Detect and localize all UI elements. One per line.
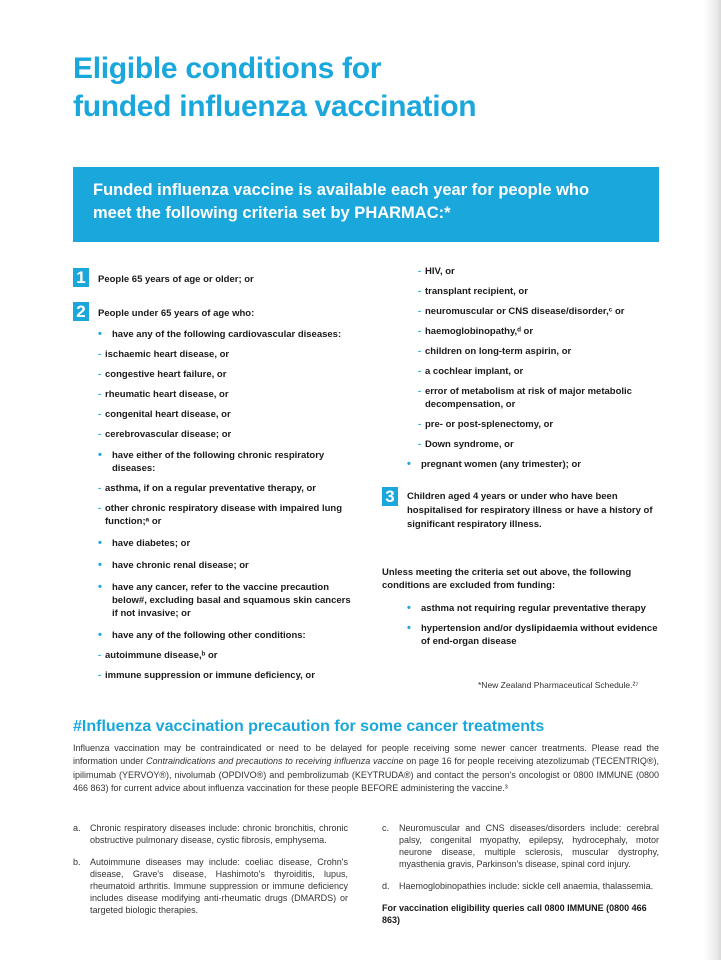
footnote-c	[382, 822, 659, 870]
criterion-number-2: 2	[73, 302, 89, 321]
footnote-text: Autoimmune diseases may include: coeliac disease, Crohn's disease, Grave's disease, Hashimoto's thyroiditis, lupus, rheumatoid arthritis. Immune suppression or immune deficiency includes disease modifying anti-rheumatic drugs (DMARDS) or targeted biologic therapies.	[90, 857, 348, 915]
precaution-text-italic: Contraindications and precautions to receiving influenza vaccine	[145, 756, 404, 767]
list-item-other-conditions	[98, 629, 358, 682]
sublist-item: - haemoglobinopathy,ᵈ or	[418, 325, 662, 338]
other-conditions-sublist-left	[98, 649, 358, 682]
sublist-item: - congestive heart failure, or	[98, 368, 358, 381]
sublist-item: - immune suppression or immune deficiency, or	[98, 669, 358, 682]
sublist-item: - Down syndrome, or	[418, 438, 662, 451]
cardio-intro: have any of the following cardiovascular diseases:	[112, 329, 342, 340]
criteria-right-column	[382, 265, 662, 648]
title-line-2: funded influenza vaccination	[73, 90, 477, 123]
footnote-letter: d.	[382, 881, 390, 891]
precaution-paragraph	[73, 742, 659, 796]
footnote-b	[73, 856, 348, 916]
sublist-item: - congenital heart disease, or	[98, 408, 358, 421]
criterion-1	[73, 268, 358, 287]
footnotes-left	[73, 822, 348, 926]
list-item-cardio	[98, 328, 358, 441]
banner-line-2: meet the following criteria set by PHARMAC:*	[93, 204, 451, 222]
sublist-item: - children on long-term aspirin, or	[418, 345, 662, 358]
criterion-1-text: People 65 years of age or older; or	[98, 274, 254, 285]
respiratory-sublist	[98, 482, 358, 528]
list-item-diabetes: • have diabetes; or	[98, 537, 358, 550]
criteria-banner	[73, 167, 659, 242]
criterion-number-1: 1	[73, 268, 89, 287]
sublist-item: - neuromuscular or CNS disease/disorder,ᶜ or	[418, 305, 662, 318]
excluded-item: • hypertension and/or dyslipidaemia without evidence of end-organ disease	[407, 622, 662, 648]
footnote-letter: c.	[382, 823, 390, 833]
criterion-3	[382, 487, 662, 532]
excluded-item: • asthma not requiring regular preventative therapy	[407, 602, 662, 615]
excluded-intro: Unless meeting the criteria set out above, the following conditions are excluded from funding:	[382, 567, 632, 591]
title-line-1: Eligible conditions for	[73, 52, 382, 85]
precaution-text-end: on page 16 for people receiving atezolizumab (TECENTRIQ®), ipilimumab (YERVOY®), nivolumab (OPDIVO®) and pembrolizumab (KEYTRUDA®) and contact the person's oncologist or 0800 IMMUNE (0800 466 863) for current advice about influenza vaccination for these people BEFORE administering the vaccine.³	[73, 756, 659, 794]
list-item-renal: • have chronic renal disease; or	[98, 559, 358, 572]
sublist-item: - cerebrovascular disease; or	[98, 428, 358, 441]
list-item-pregnant: • pregnant women (any trimester); or	[407, 458, 662, 471]
footnote-a	[73, 822, 348, 846]
pharmac-footnote: *New Zealand Pharmaceutical Schedule.²⁷	[478, 680, 639, 690]
precaution-heading: #Influenza vaccination precaution for some cancer treatments	[73, 718, 545, 735]
footnote-letter: a.	[73, 823, 81, 833]
contact-info: For vaccination eligibility queries call 0800 IMMUNE (0800 466 863)	[382, 903, 647, 925]
cardio-sublist	[98, 348, 358, 441]
page-edge-shadow	[703, 0, 721, 960]
criterion-2-text: People under 65 years of age who:	[98, 308, 255, 319]
other-conditions-sublist-right	[418, 265, 662, 451]
sublist-item: - transplant recipient, or	[418, 285, 662, 298]
sublist-item: - other chronic respiratory disease with impaired lung function;ᵃ or	[98, 502, 358, 528]
footnote-d	[382, 880, 659, 892]
excluded-list	[407, 602, 662, 648]
criterion-2-list	[98, 328, 358, 682]
criterion-2-details	[98, 328, 358, 682]
sublist-item: - asthma, if on a regular preventative therapy, or	[98, 482, 358, 495]
pregnant-list	[407, 458, 662, 471]
sublist-item: - error of metabolism at risk of major metabolic decompensation, or	[418, 385, 662, 411]
sublist-item: - pre- or post-splenectomy, or	[418, 418, 662, 431]
list-item-cancer: • have any cancer, refer to the vaccine precaution below#, excluding basal and squamous skin cancers if not invasive; or	[98, 581, 358, 620]
sublist-item: - ischaemic heart disease, or	[98, 348, 358, 361]
criteria-left-column	[73, 268, 358, 682]
footnote-text: Haemoglobinopathies include: sickle cell anaemia, thalassemia.	[399, 881, 654, 891]
criterion-3-text: Children aged 4 years or under who have been hospitalised for respiratory illness or have a history of significant respiratory illness.	[407, 491, 653, 530]
precaution-text-start: Influenza vaccination may be contraindicated or need to be delayed for people receiving some newer cancer treatments. Please read the information under	[73, 743, 659, 767]
sublist-item: - HIV, or	[418, 265, 662, 278]
respiratory-intro: have either of the following chronic respiratory diseases:	[112, 450, 325, 474]
sublist-item: - a cochlear implant, or	[418, 365, 662, 378]
sublist-item: - autoimmune disease,ᵇ or	[98, 649, 358, 662]
footnote-text: Neuromuscular and CNS diseases/disorders include: cerebral palsy, congenital myopathy, epilepsy, hydrocephaly, motor neurone disease, multiple sclerosis, muscular dystrophy, myasthenia gravis, Parkinson's disease, spinal cord injury.	[399, 823, 659, 869]
footnote-letter: b.	[73, 857, 81, 867]
footnotes-right	[382, 822, 659, 926]
list-item-respiratory	[98, 449, 358, 528]
criterion-2	[73, 302, 358, 321]
criterion-number-3: 3	[382, 487, 398, 506]
footnote-text: Chronic respiratory diseases include: chronic bronchitis, chronic obstructive pulmonary disease, cystic fibrosis, emphysema.	[90, 823, 348, 845]
page-title	[73, 50, 476, 126]
banner-line-1: Funded influenza vaccine is available each year for people who	[93, 181, 590, 199]
sublist-item: - rheumatic heart disease, or	[98, 388, 358, 401]
other-conditions-intro: have any of the following other conditions:	[112, 630, 306, 641]
excluded-section	[382, 566, 662, 648]
